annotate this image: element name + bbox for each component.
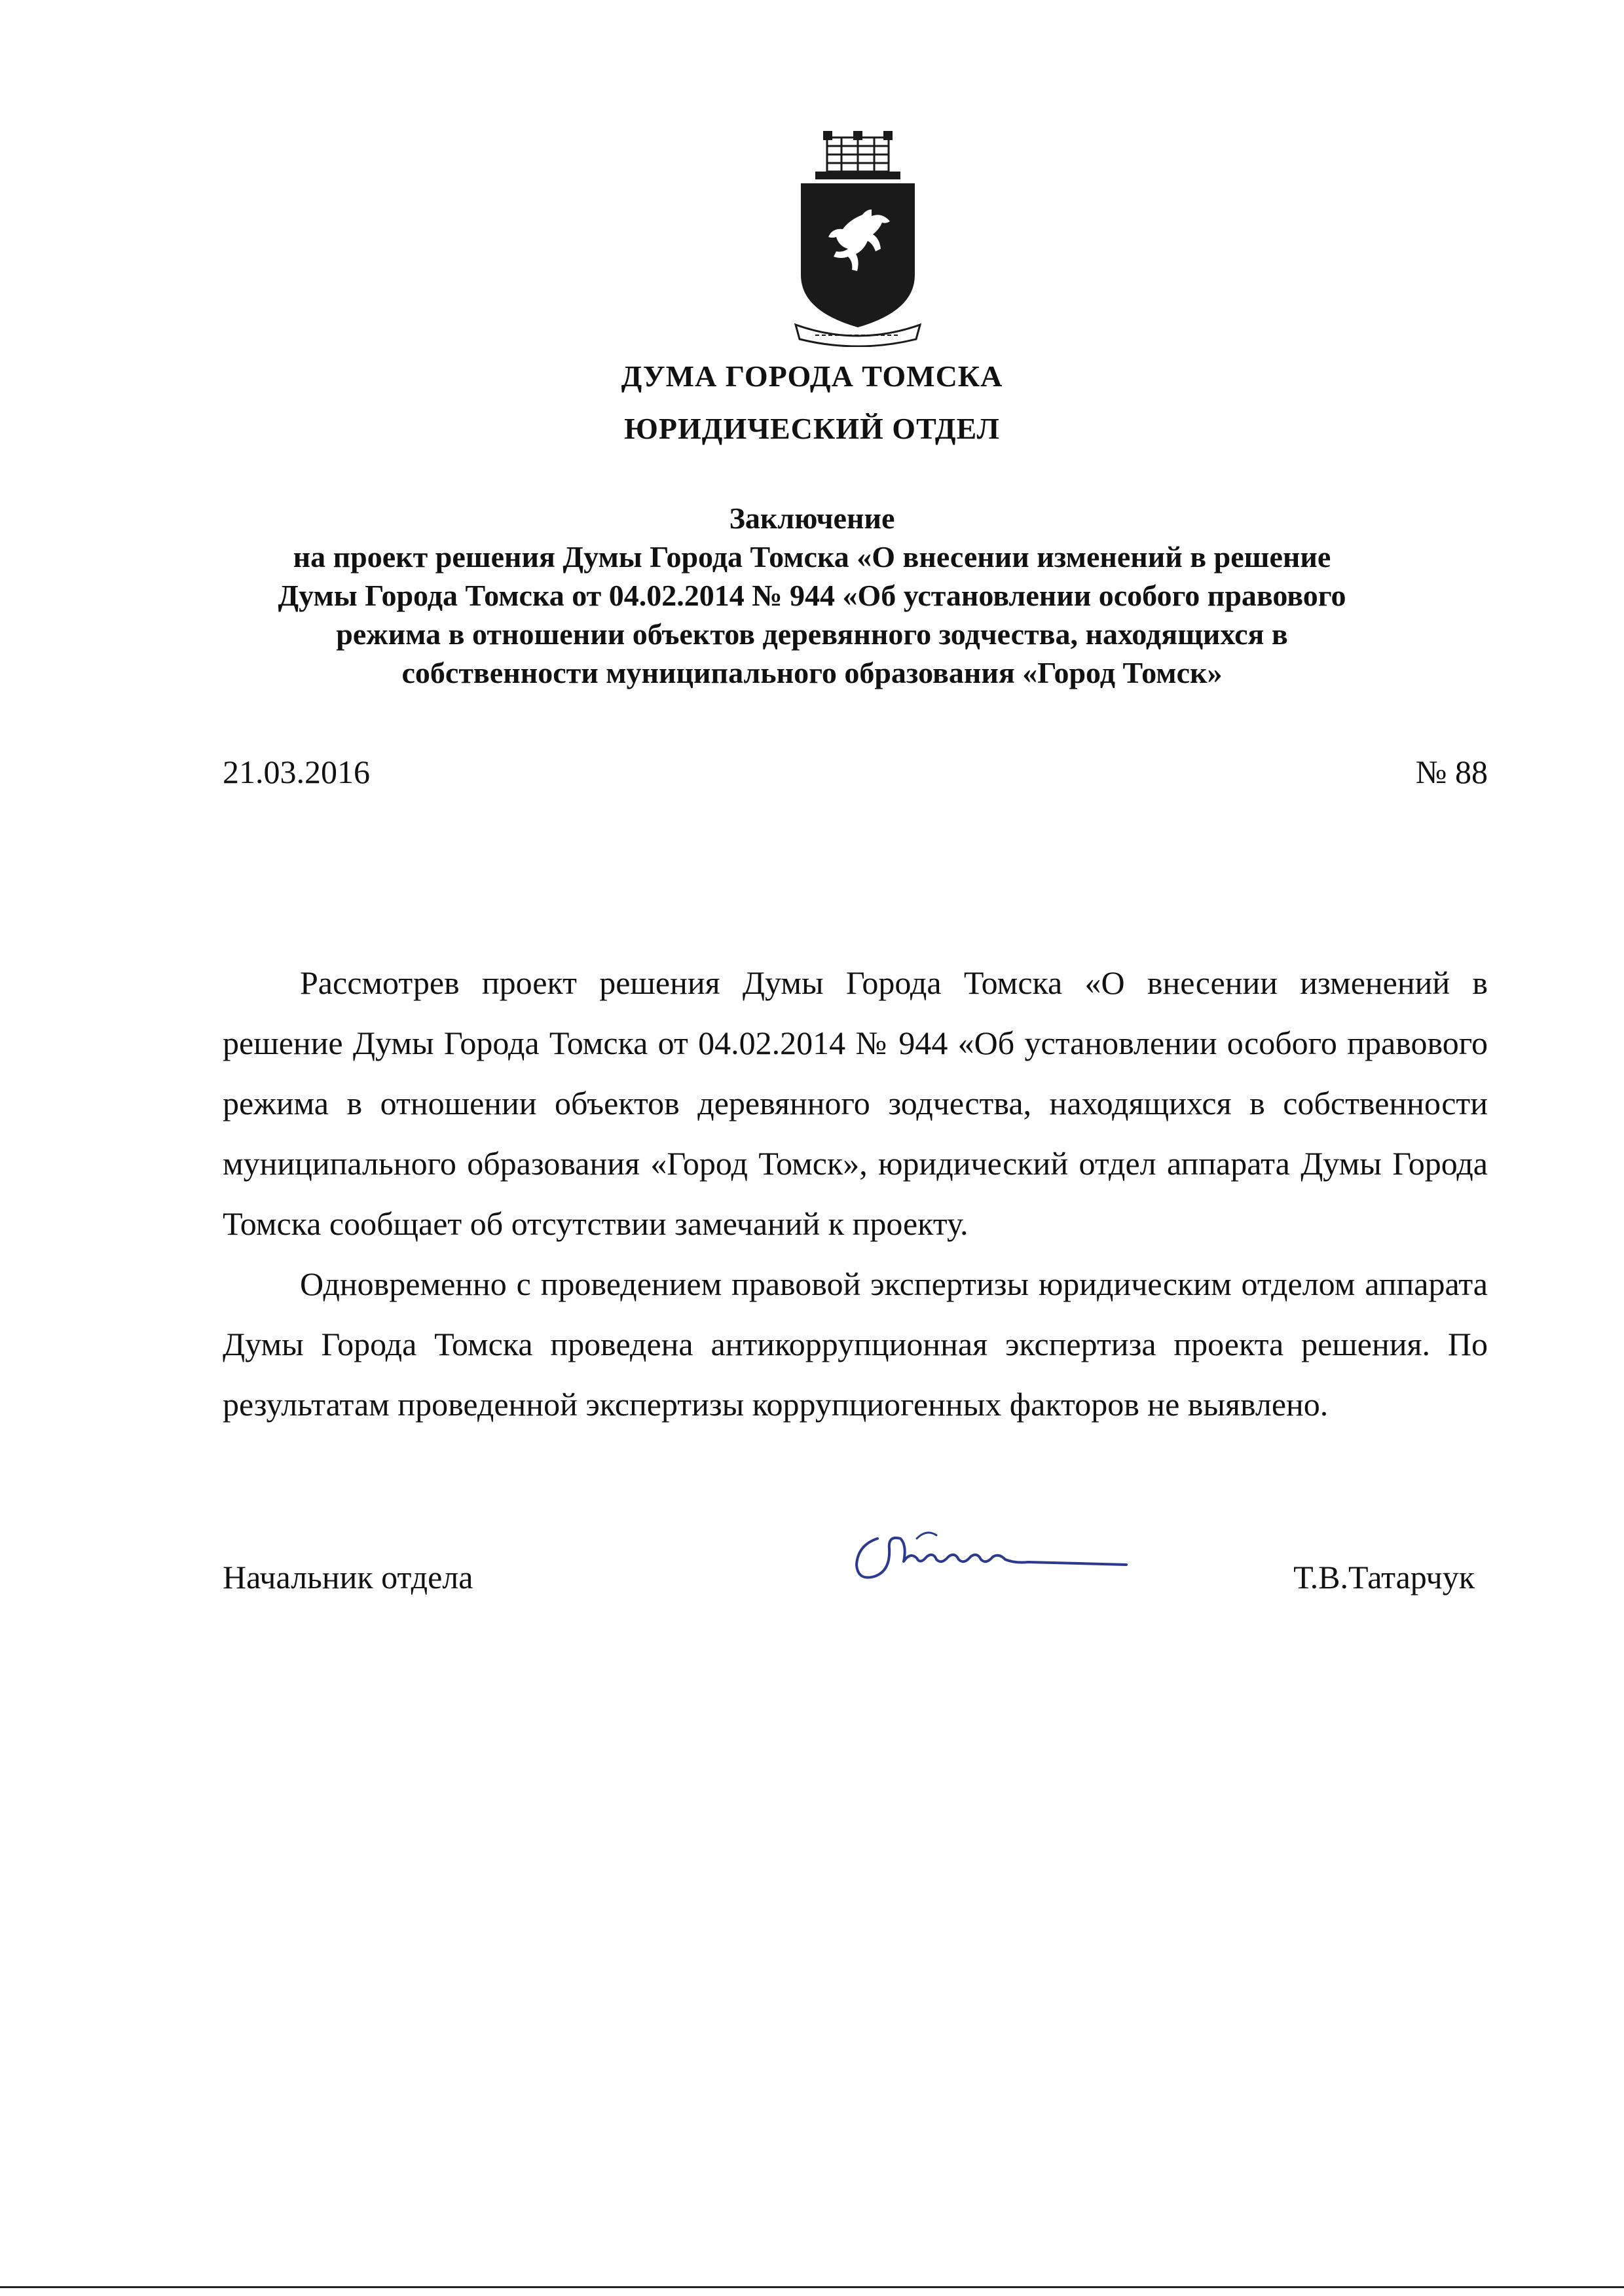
page-bottom-rule: [0, 2286, 1624, 2288]
date-number-row: [223, 753, 1488, 799]
body-paragraph: Рассмотрев проект решения Думы Города Томска «О внесении изменений в решение Думы Города Томска от 04.02.2014 № 944 «Об установлении особого правового режима в отношении объектов деревянного зодчества, находящихся в собственности муниципального образования «Город Томск», юридический отдел аппарата Думы Города Томска сообщает об отсутствии замечаний к проекту.: [223, 964, 1488, 1242]
signer-name: Т.В.Татарчук: [1293, 1559, 1475, 1595]
title-line: собственности муниципального образования «Город Томск»: [401, 656, 1223, 689]
title-line: Думы Города Томска от 04.02.2014 № 944 «Об установлении особого правового: [278, 579, 1346, 612]
title-line: Заключение: [729, 501, 895, 535]
city-coat-of-arms-icon: [789, 131, 927, 347]
signature-row: [223, 1558, 1488, 1611]
document-number: № 88: [1415, 754, 1488, 790]
signer-position: Начальник отдела: [223, 1559, 473, 1595]
title-line: режима в отношении объектов деревянного зодчества, находящихся в: [336, 617, 1288, 651]
document-date: 21.03.2016: [223, 754, 370, 790]
department-name: ЮРИДИЧЕСКИЙ ОТДЕЛ: [624, 412, 1000, 445]
body-paragraph: Одновременно с проведением правовой экспертизы юридическим отделом аппарата Думы Города Томска проведена антикоррупционная экспертиза проекта решения. По результатам проведенной экспертизы коррупциогенных факторов не выявлено.: [223, 1266, 1488, 1423]
document-title: [196, 499, 1428, 692]
organization-name: ДУМА ГОРОДА ТОМСКА: [621, 359, 1003, 393]
title-line: на проект решения Думы Города Томска «О внесении изменений в решение: [293, 540, 1331, 574]
document-body: [223, 953, 1488, 1434]
